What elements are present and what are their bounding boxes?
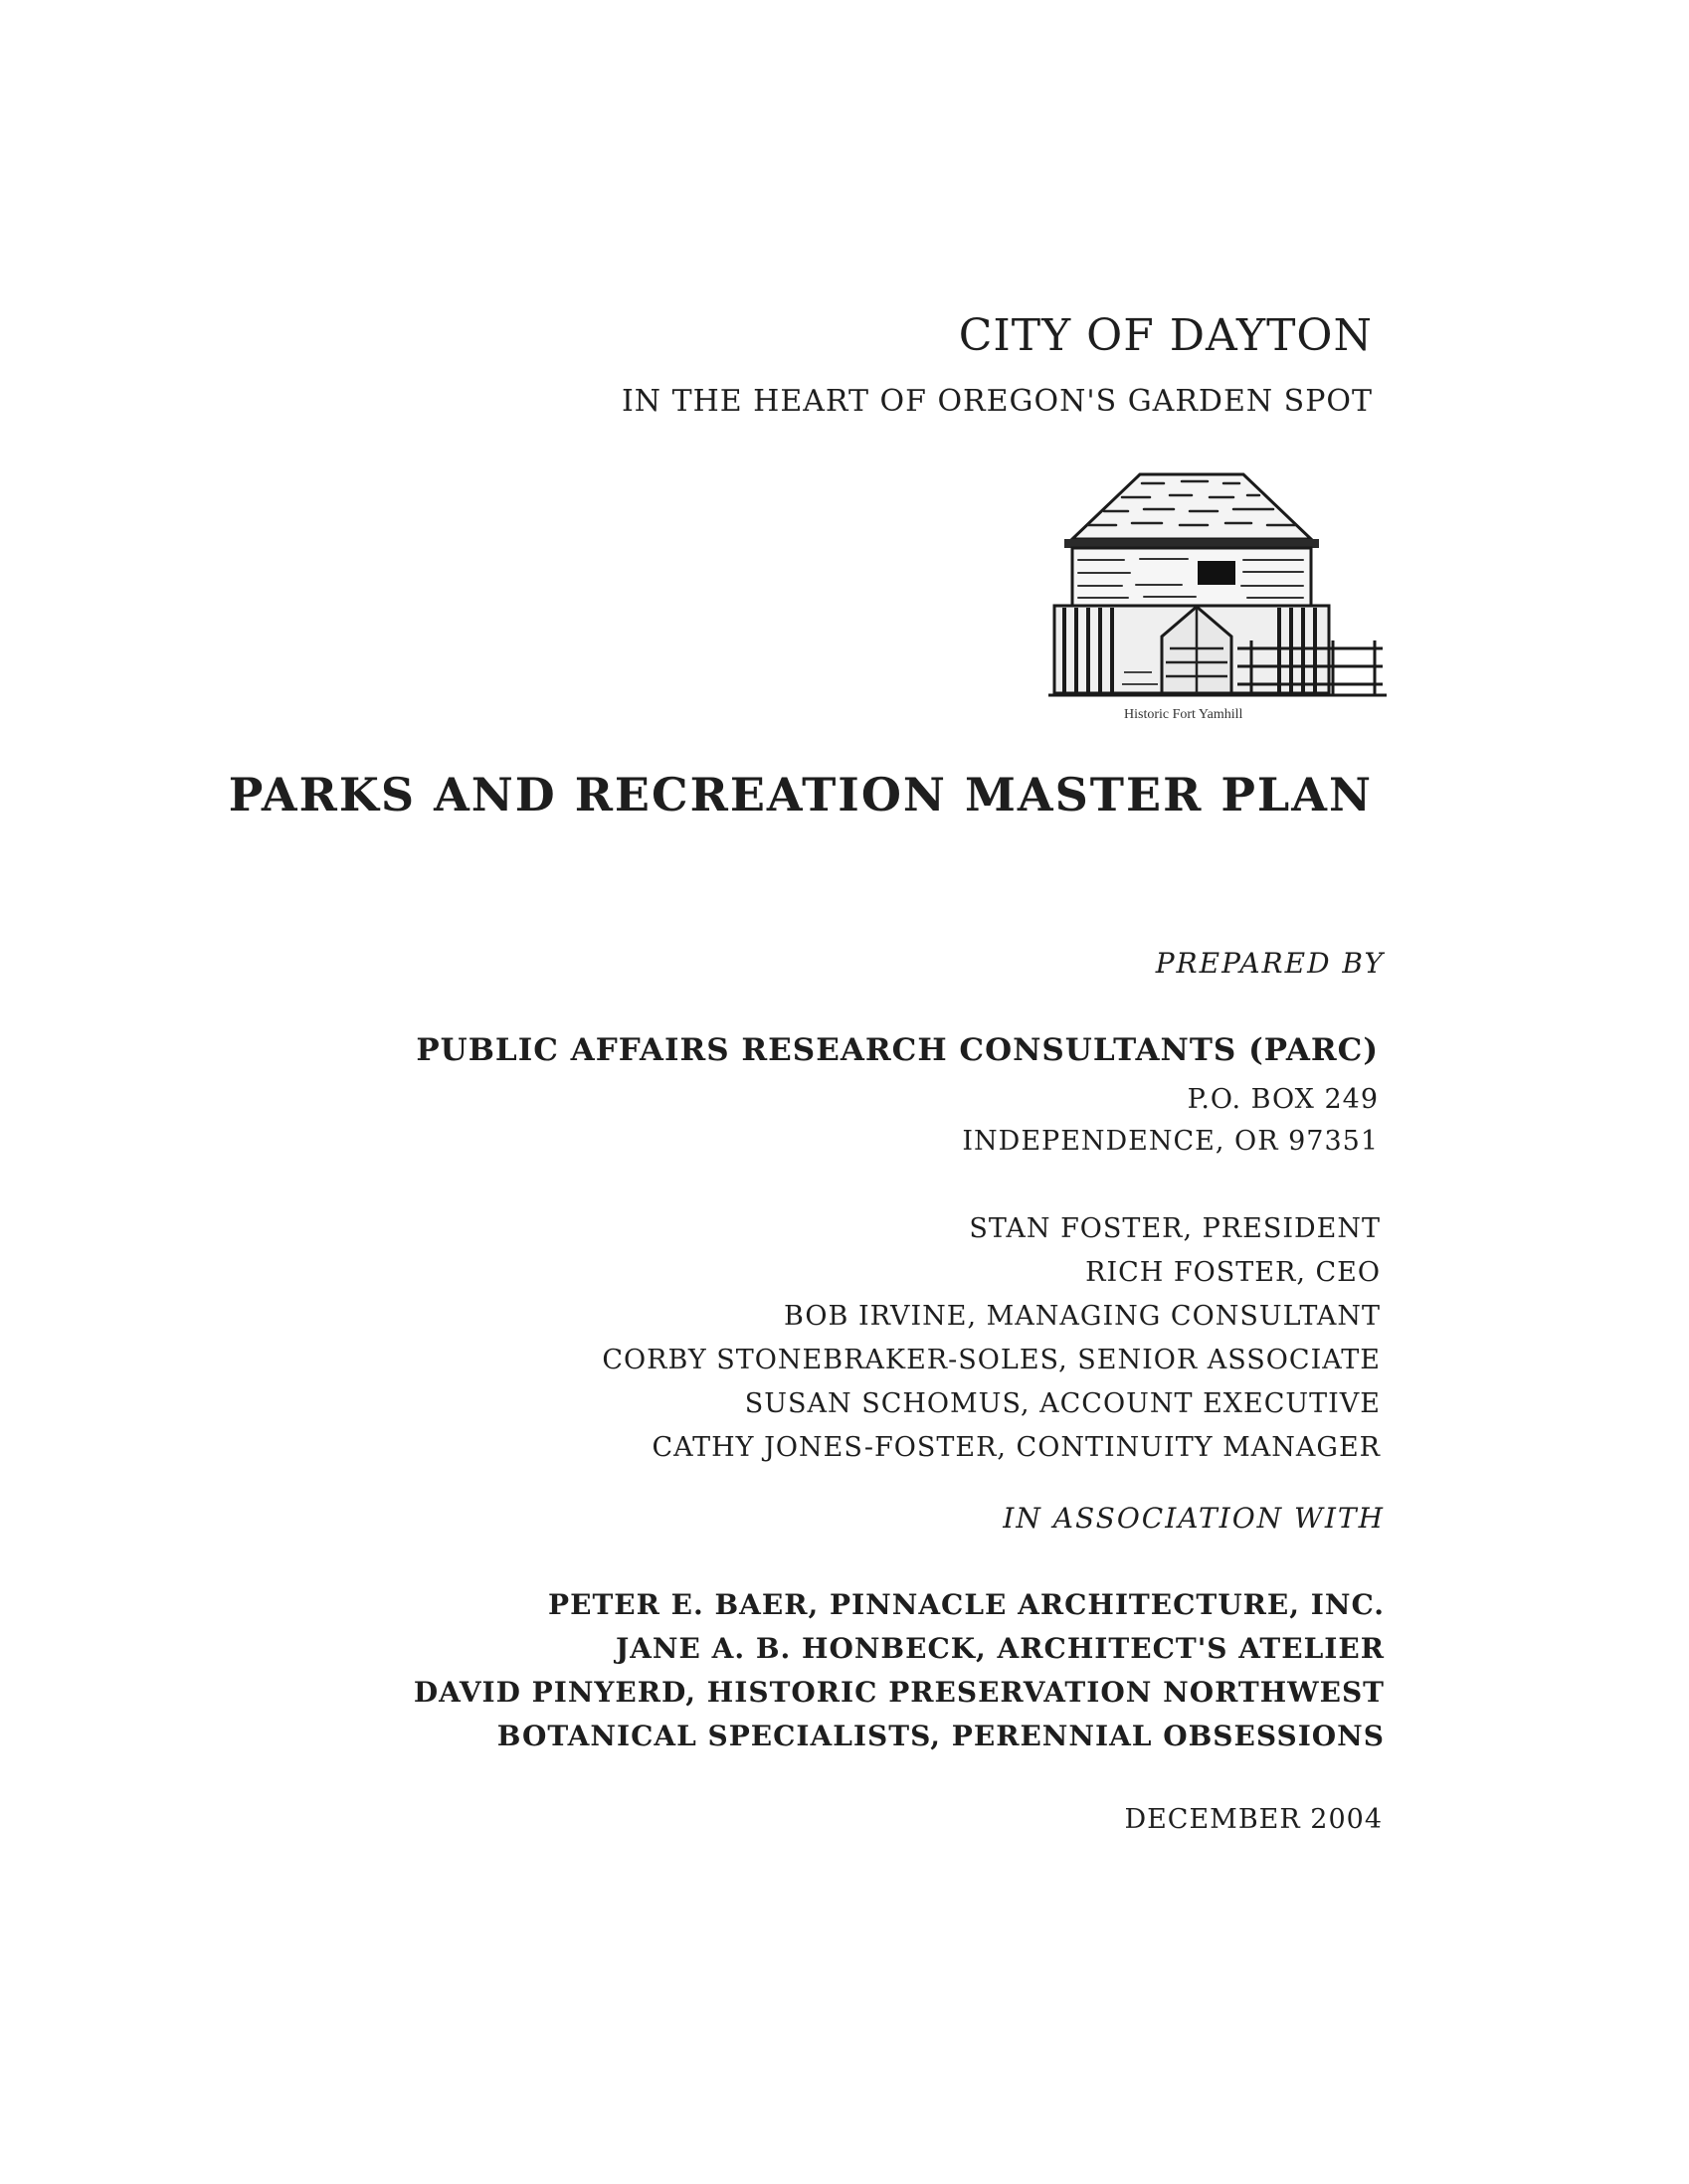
page-title: CITY OF DAYTON — [958, 310, 1373, 361]
staff-member: SUSAN SCHOMUS, ACCOUNT EXECUTIVE — [744, 1388, 1381, 1419]
partner: BOTANICAL SPECIALISTS, PERENNIAL OBSESSIONS — [496, 1720, 1385, 1752]
page-tagline: IN THE HEART OF OREGON'S GARDEN SPOT — [621, 384, 1373, 419]
plan-title: PARKS AND RECREATION MASTER PLAN — [228, 768, 1373, 821]
consultant-address-line1: P.O. BOX 249 — [1187, 1084, 1379, 1115]
staff-member: STAN FOSTER, PRESIDENT — [969, 1213, 1381, 1244]
logo-caption: Historic Fort Yamhill — [1124, 707, 1243, 722]
partners-list — [414, 1583, 1385, 1758]
partner: PETER E. BAER, PINNACLE ARCHITECTURE, INC. — [548, 1588, 1385, 1621]
prepared-by-label: PREPARED BY — [1155, 947, 1385, 980]
partner: DAVID PINYERD, HISTORIC PRESERVATION NORTHWEST — [413, 1676, 1385, 1709]
historic-fort-blockhouse-icon — [1013, 459, 1391, 708]
association-label: IN ASSOCIATION WITH — [1003, 1502, 1385, 1535]
staff-member: CORBY STONEBRAKER-SOLES, SENIOR ASSOCIATE — [602, 1345, 1381, 1375]
partner: JANE A. B. HONBECK, ARCHITECT'S ATELIER — [615, 1632, 1385, 1665]
consultant-name: PUBLIC AFFAIRS RESEARCH CONSULTANTS (PARC) — [416, 1032, 1379, 1068]
staff-member: RICH FOSTER, CEO — [1085, 1257, 1381, 1288]
staff-list — [602, 1207, 1381, 1470]
staff-member: BOB IRVINE, MANAGING CONSULTANT — [784, 1301, 1381, 1332]
staff-member: CATHY JONES-FOSTER, CONTINUITY MANAGER — [652, 1432, 1381, 1463]
consultant-address-line2: INDEPENDENCE, OR 97351 — [962, 1126, 1379, 1157]
document-date: DECEMBER 2004 — [1124, 1804, 1383, 1835]
